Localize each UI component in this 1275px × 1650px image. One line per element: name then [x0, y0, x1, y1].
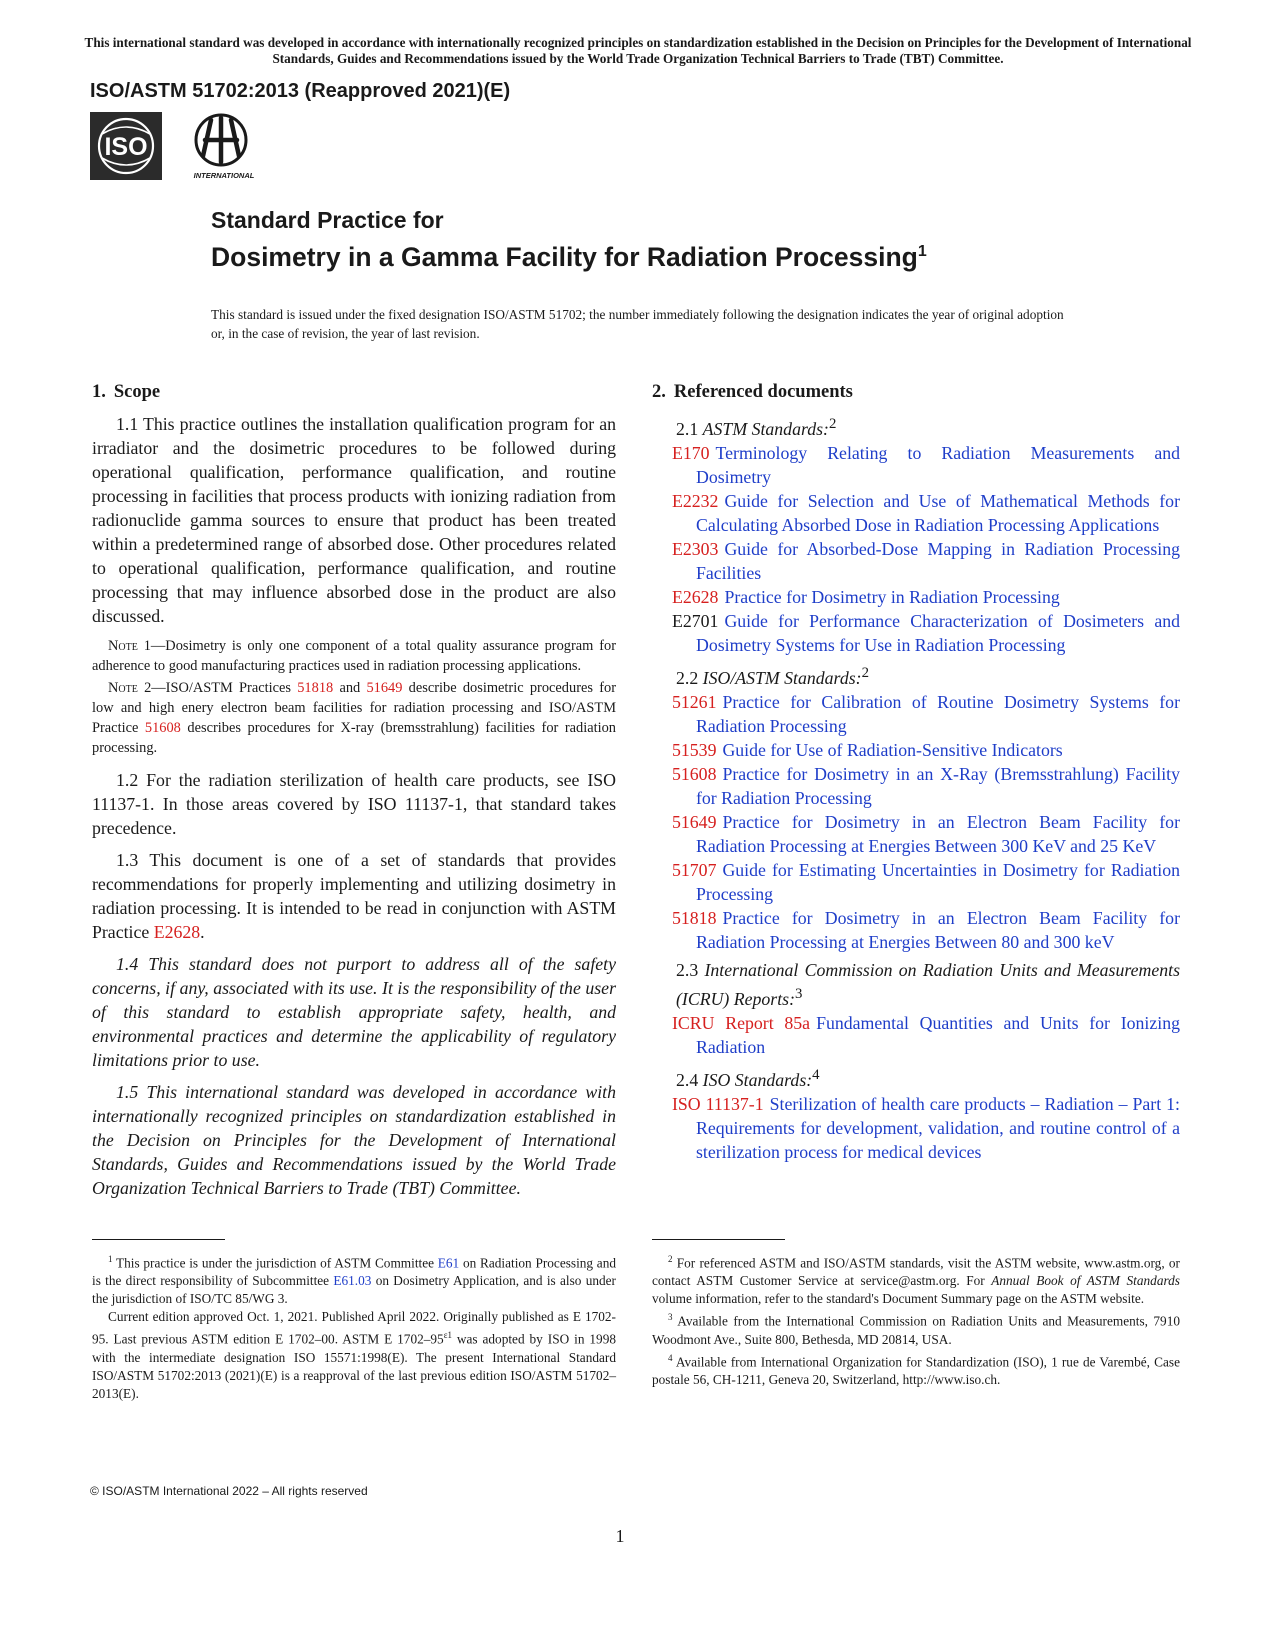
reference-item[interactable]: 51707 Guide for Estimating Uncertainties in Dosimetry for Radiation Processing — [672, 859, 1180, 904]
scope-heading: 1. Scope — [92, 382, 161, 402]
reference-item[interactable]: 51261 Practice for Calibration of Routine Dosimetry Systems for Radiation Processing — [672, 691, 1180, 736]
reference-item[interactable]: ISO 11137-1 Sterilization of health care products – Radiation – Part 1: Requirements for development, validation, and routine control of a sterilization process for medical devices — [672, 1093, 1181, 1162]
paragraph-1-5: 1.5 This international standard was developed in accordance with internationally recognized principles on standardization established in the Decision on Principles for the Development of International Standards, Guides and Recommendations issued by the World Trade Organization Technical Barriers to Trade (TBT) Committee. — [92, 1082, 617, 1198]
ref-link-51649[interactable]: 51649 — [366, 680, 403, 696]
title-block — [211, 205, 1201, 274]
reference-item[interactable]: E2232 Guide for Selection and Use of Mathematical Methods for Calculating Absorbed Dose in Radiation Processing Applications — [672, 490, 1180, 535]
page-number: 1 — [615, 1526, 625, 1546]
iso-logo-text: ISO — [104, 133, 148, 161]
footnote-3: $^3$ Available from the International Commission on Radiation Units and Measurements, 7910 Woodmont Ave., Suite 800, Bethesda, MD 20814, USA. — [652, 1312, 1180, 1347]
astm-logo-subtext: INTERNATIONAL — [193, 171, 255, 180]
iso-standards-list — [652, 1092, 1180, 1164]
document-title: Dosimetry in a Gamma Facility for Radiation Processing — [211, 242, 918, 272]
icru-reports-heading: 2.3 International Commission on Radiation Units and Measurements (ICRU) Reports:$^3$ — [676, 959, 1181, 1009]
footnotes-right — [652, 1250, 1180, 1389]
copyright-notice: © ISO/ASTM International 2022 – All rights reserved — [90, 1484, 368, 1498]
footnotes-left — [92, 1250, 616, 1403]
reference-item[interactable]: E2701 Guide for Performance Characterization of Dosimeters and Dosimetry Systems for Use in Radiation Processing — [672, 610, 1180, 655]
reference-item[interactable]: 51608 Practice for Dosimetry in an X-Ray (Bremsstrahlung) Facility for Radiation Processing — [672, 763, 1180, 808]
paragraph-1-1: 1.1 This practice outlines the installation qualification program for an irradiator and the dosimetric procedures to be followed during operational qualification, performance qualification, and routine processing in facilities that process products with ionizing radiation from radionuclide gamma sources to ensure that product has been treated within a predetermined range of absorbed dose. Other procedures related to operational qualification, performance qualification, and routine processing that may influence absorbed dose in the product are also discussed. — [92, 414, 616, 626]
paragraph-1-2: 1.2 For the radiation sterilization of health care products, see ISO 11137-1. In those areas covered by ISO 11137-1, that standard takes precedence. — [92, 770, 616, 838]
reference-item[interactable]: 51649 Practice for Dosimetry in an Electron Beam Facility for Radiation Processing at Energies Between 300 KeV and 25 KeV — [672, 811, 1180, 856]
title-footnote-mark: 1 — [917, 243, 927, 260]
paragraph-1-3: 1.3 This document is one of a set of standards that provides recommendations for properly implementing and utilizing dosimetry in radiation processing. It is intended to be read in conjunction with ASTM Practice E2628. — [92, 850, 616, 942]
reference-item[interactable]: E2628 Practice for Dosimetry in Radiation Processing — [672, 586, 1060, 607]
note-1: Note 1—Dosimetry is only one component of a total quality assurance program for adherence to good manufacturing practices used in radiation processing applications. — [92, 638, 616, 674]
footnote-rule-left — [92, 1239, 225, 1240]
right-column — [652, 380, 1180, 1164]
committee-link-e61[interactable]: E61 — [437, 1255, 460, 1271]
issue-note: This standard is issued under the fixed designation ISO/ASTM 51702; the number immediately following the designation indicates the year of original adoption or, in the case of revision, the year of last revision. — [211, 307, 1064, 341]
title-line-1: Standard Practice for — [211, 207, 444, 233]
footnote-rule-right — [652, 1239, 785, 1240]
footnote-1: $^1$ This practice is under the jurisdiction of ASTM Committee E61 on Radiation Processing and is the direct responsibility of Subcommittee E61.03 on Dosimetry Application, and is also under the jurisdiction of ISO/TC 85/WG 3. — [92, 1254, 617, 1307]
note-2: Note 2—ISO/ASTM Practices 51818 and 51649 describe dosimetric procedures for low and high enery electron beam facilities for radiation processing and ISO/ASTM Practice 51608 describes procedures for X-ray (bremsstrahlung) facilities for radiation processing. — [92, 680, 616, 756]
footnote-1-edition: Current edition approved Oct. 1, 2021. Published April 2022. Originally published as E 1702-95. Last previous ASTM edition E 1702–00. ASTM E $1702-95^{\varepsilon 1}$ was adopted by ISO in 1998 with the intermediate designation ISO 15571:1998(E). The present International Standard ISO/ASTM 51702:2013 (2021)(E) is a reapproval of the last previous edition ISO/ASTM 51702–2013(E). — [92, 1309, 616, 1401]
astm-standards-list — [652, 441, 1180, 657]
reference-item[interactable]: ICRU Report 85a Fundamental Quantities and Units for Ionizing Radiation — [672, 1012, 1180, 1057]
iso-logo — [90, 112, 162, 180]
subcommittee-link-e61-03[interactable]: E61.03 — [333, 1273, 372, 1289]
ref-link-e2628[interactable]: E2628 — [153, 922, 201, 942]
ref-link-51818[interactable]: 51818 — [297, 680, 334, 696]
title-line-2 — [211, 235, 1201, 274]
iso-astm-standards-heading: 2.2 ISO/ASTM Standards:$^2$ — [676, 664, 869, 688]
icru-reports-list — [652, 1011, 1180, 1059]
ref-link-51608[interactable]: 51608 — [144, 720, 181, 736]
iso-standards-heading: 2.4 ISO Standards:$^4$ — [676, 1066, 820, 1090]
footnote-2: $^2$ For referenced ASTM and ISO/ASTM standards, visit the ASTM website, www.astm.org, or contact ASTM Customer Service at service@astm.org. For Annual Book of ASTM Standards volume information, refer to the standard's Document Summary page on the ASTM website. — [652, 1254, 1180, 1307]
reference-item[interactable]: E2303 Guide for Absorbed-Dose Mapping in Radiation Processing Facilities — [672, 538, 1180, 583]
reference-item[interactable]: 51818 Practice for Dosimetry in an Electron Beam Facility for Radiation Processing at Energies Between 80 and 300 keV — [672, 907, 1180, 952]
reference-item[interactable]: E170 Terminology Relating to Radiation Measurements and Dosimetry — [672, 442, 1180, 487]
paragraph-1-4: 1.4 This standard does not purport to address all of the safety concerns, if any, associated with its use. It is the responsibility of the user of this standard to establish appropriate safety, health, and environmental practices and determine the applicability of regulatory limitations prior to use. — [92, 954, 616, 1070]
astm-logo — [187, 112, 262, 182]
referenced-documents-heading: 2. Referenced documents — [652, 382, 853, 402]
left-column — [92, 380, 616, 1208]
iso-astm-standards-list — [652, 690, 1180, 954]
standards-notice: This international standard was developed in accordance with internationally recognized principles on standardization established in the Decision on Principles for the Development of International Standards, Guides and Recommendations issued by the World Trade Organization Technical Barriers to Trade (TBT) Committee. — [84, 35, 1192, 66]
document-designation: ISO/ASTM 51702:2013 (Reapproved 2021)(E) — [90, 80, 511, 102]
astm-standards-heading: 2.1 ASTM Standards:$^2$ — [676, 416, 837, 439]
footnote-4: $^4$ Available from International Organization for Standardization (ISO), 1 rue de Varembé, Case postale 56, CH-1211, Geneva 20, Switzerland, http://www.iso.ch. — [652, 1352, 1180, 1388]
reference-item[interactable]: 51539 Guide for Use of Radiation-Sensitive Indicators — [672, 739, 1063, 760]
